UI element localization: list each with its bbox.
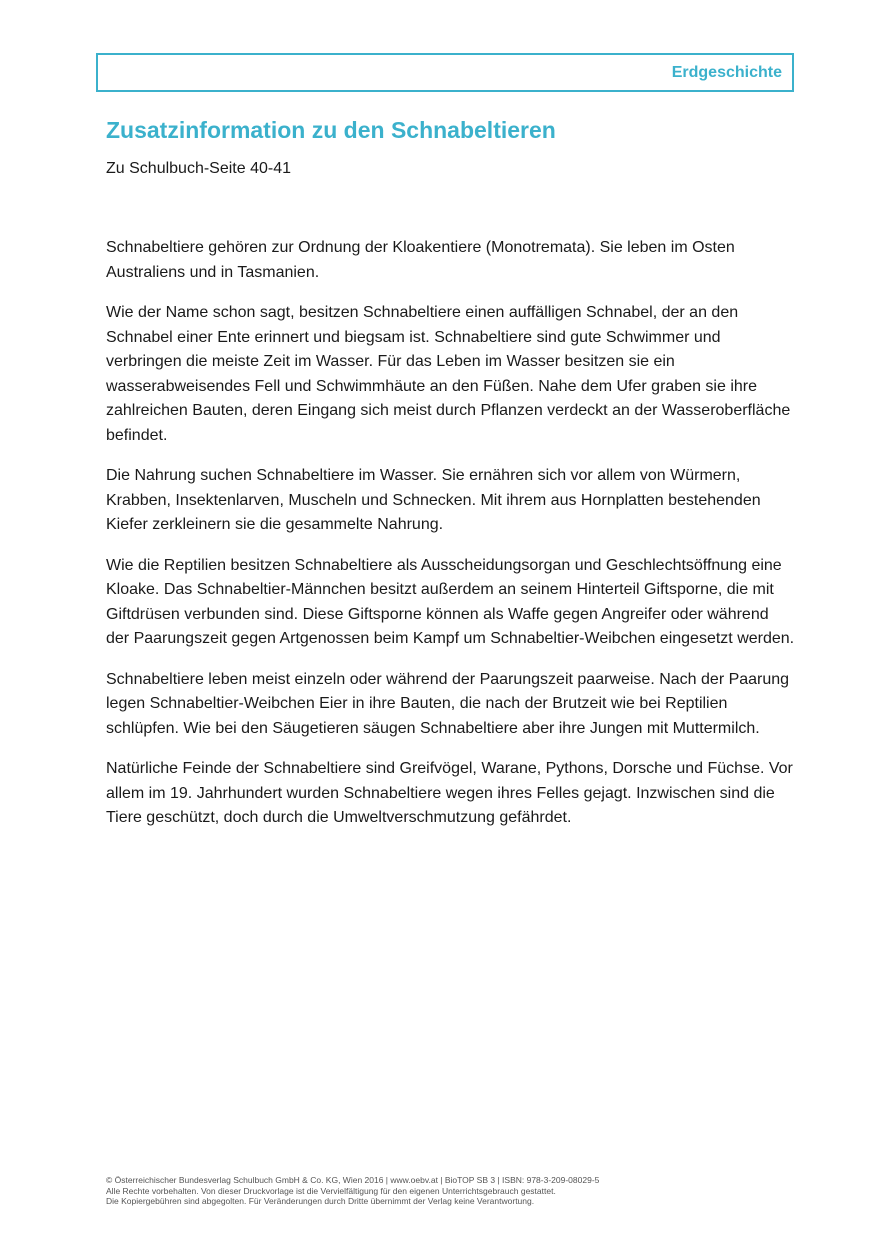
paragraph-6: Natürliche Feinde der Schnabeltiere sind Greifvögel, Warane, Pythons, Dorsche und Füchse. Vor allem im 19. Jahrhundert wurden Schnabeltiere wegen ihres Felles gejagt. Inzwischen sind die Tiere geschützt, doch durch die Umweltverschmutzung gefährdet. (106, 760, 793, 826)
footer-disclaimer: Die Kopiergebühren sind abgegolten. Für Veränderungen durch Dritte übernimmt der Verlag keine Verantwortung. (106, 1196, 535, 1206)
paragraph-1: Schnabeltiere gehören zur Ordnung der Kloakentiere (Monotremata). Sie leben im Osten Australiens und in Tasmanien. (106, 239, 735, 281)
article-body (106, 236, 796, 847)
page-title: Zusatzinformation zu den Schnabeltieren (106, 117, 556, 143)
paragraph-2: Wie der Name schon sagt, besitzen Schnabeltiere einen auffälligen Schnabel, der an den Schnabel einer Ente erinnert und biegsam ist. Schnabeltiere sind gute Schwimmer und verbringen die meiste Zeit im Wasser. Für das Leben im Wasser besitzen sie ein wasserabweisendes Fell und Schwimmhäute an den Füßen. Nahe dem Ufer graben sie ihre zahlreichen Bauten, deren Eingang sich meist durch Pflanzen verdeckt an der Wasseroberfläche befindet. (106, 304, 791, 444)
header-box (96, 53, 794, 92)
footer-rights: Alle Rechte vorbehalten. Von dieser Druckvorlage ist die Vervielfältigung für den eigenen Unterrichtsgebrauch gestattet. (106, 1185, 556, 1196)
section-label: Erdgeschichte (671, 64, 782, 81)
page-subtitle: Zu Schulbuch-Seite 40-41 (106, 160, 291, 177)
paragraph-3: Die Nahrung suchen Schnabeltiere im Wasser. Sie ernähren sich vor allem von Würmern, Krabben, Insektenlarven, Muscheln und Schnecken. Mit ihrem aus Hornplatten bestehenden Kiefer zerkleinern sie die gesammelte Nahrung. (106, 467, 761, 533)
footer (106, 1175, 806, 1207)
paragraph-5: Schnabeltiere leben meist einzeln oder während der Paarungszeit paarweise. Nach der Paarung legen Schnabeltier-Weibchen Eier in ihre Bauten, die nach der Brutzeit wie bei Reptilien schlüpfen. Wie bei den Säugetieren säugen Schnabeltiere aber ihre Jungen mit Muttermilch. (106, 670, 790, 737)
paragraph-4: Wie die Reptilien besitzen Schnabeltiere als Ausscheidungsorgan und Geschlechtsöffnung eine Kloake. Das Schnabeltier-Männchen besitzt außerdem an seinem Hinterteil Giftsporne, die mit Giftdrüsen verbunden sind. Diese Giftsporne können als Waffe gegen Angreifer oder während der Paarungszeit gegen Artgenossen beim Kampf um Schnabeltier-Weibchen eingesetzt werden. (106, 556, 795, 647)
footer-copyright: © Österreichischer Bundesverlag Schulbuch GmbH & Co. KG, Wien 2016 | www.oebv.at | BioTOP SB 3 | ISBN: 978-3-209-08029-5 (106, 1175, 600, 1185)
